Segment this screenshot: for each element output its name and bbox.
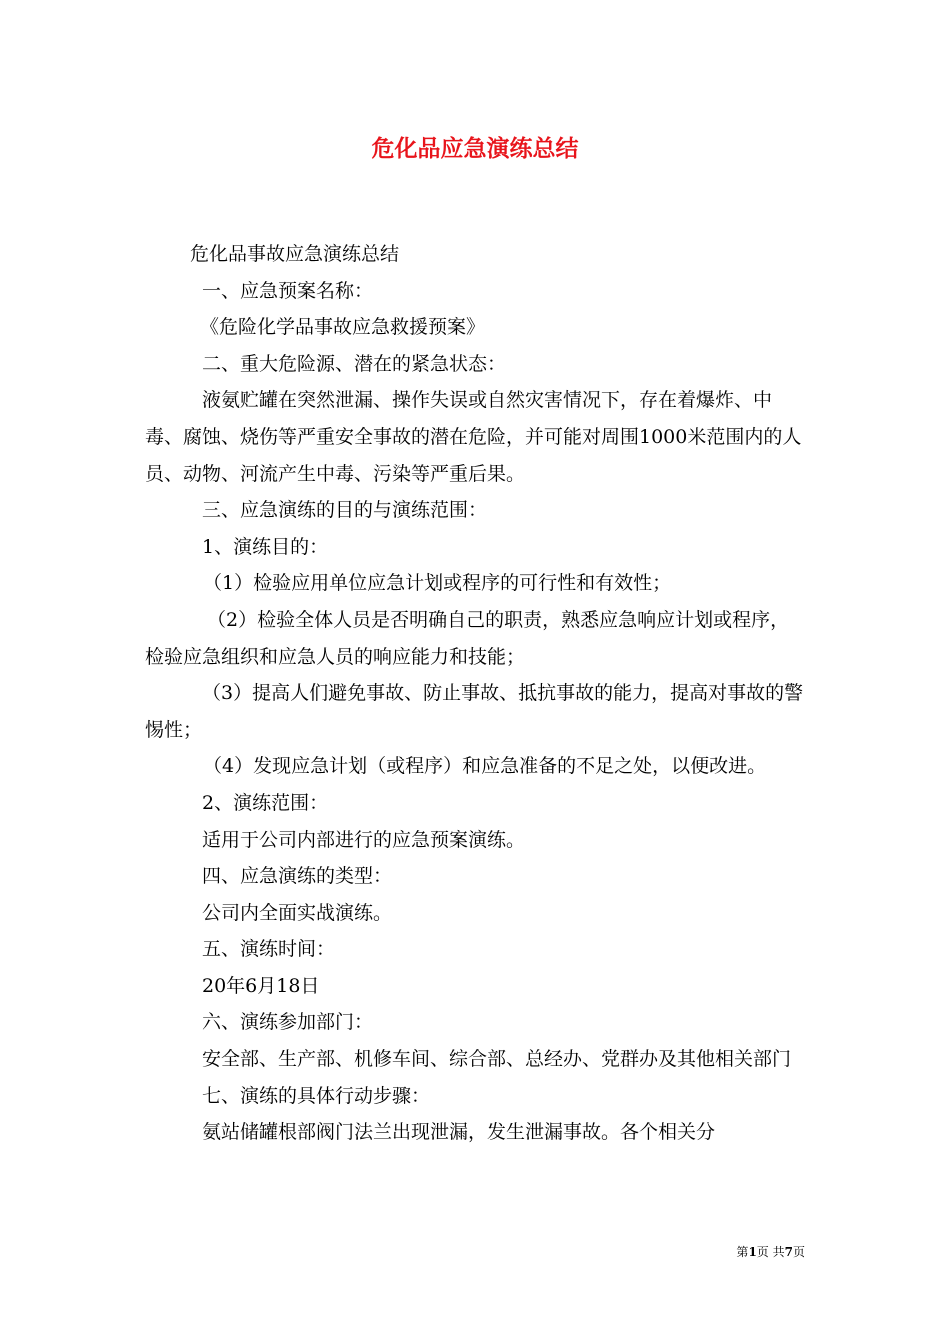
document-body: [145, 236, 807, 1151]
paragraph: 安全部、生产部、机修车间、综合部、总经办、党群办及其他相关部门: [202, 1048, 792, 1071]
paragraph: 五、演练时间：: [202, 938, 336, 961]
paragraph: 公司内全面实战演练。: [202, 901, 393, 924]
paragraph: 二、重大危险源、潜在的紧急状态：: [202, 352, 507, 375]
paragraph: 液氨贮罐在突然泄漏、操作失误或自然灾害情况下，存在着爆炸、中毒、腐蚀、烧伤等严重安全事故的潜在危险，并可能对周围1000米范围内的人员、动物、河流产生中毒、污染等严重后果。: [145, 389, 802, 485]
paragraph: 七、演练的具体行动步骤：: [202, 1084, 431, 1107]
paragraph: （3）提高人们避免事故、防止事故、抵抗事故的能力，提高对事故的警惕性；: [145, 682, 804, 741]
paragraph: 一、应急预案名称：: [202, 279, 374, 302]
paragraph: （2）检验全体人员是否明确自己的职责，熟悉应急响应计划或程序，检验应急组织和应急人员的响应能力和技能；: [145, 608, 790, 668]
footer-total-pages: 7: [784, 1245, 793, 1259]
paragraph: 危化品事故应急演练总结: [190, 243, 400, 265]
footer-middle: 页 共: [756, 1245, 785, 1259]
paragraph: 氨站储罐根部阀门法兰出现泄漏，发生泄漏事故。各个相关分: [202, 1121, 716, 1144]
page-footer: [736, 1243, 805, 1261]
paragraph: 四、应急演练的类型：: [202, 865, 393, 888]
footer-prefix: 第: [736, 1245, 749, 1259]
paragraph: 1、演练目的：: [202, 535, 329, 558]
paragraph: 适用于公司内部进行的应急预案演练。: [202, 828, 526, 851]
paragraph: 20年6月18日: [202, 974, 320, 997]
paragraph: （1）检验应用单位应急计划或程序的可行性和有效性；: [203, 572, 672, 595]
document-title: 危化品应急演练总结: [371, 135, 579, 162]
paragraph: 《危险化学品事故应急救援预案》: [200, 316, 486, 339]
footer-suffix: 页: [792, 1245, 805, 1259]
footer-current-page: 1: [748, 1245, 757, 1259]
paragraph: 三、应急演练的目的与演练范围：: [202, 499, 488, 522]
paragraph: 六、演练参加部门：: [202, 1011, 374, 1034]
paragraph: （4）发现应急计划（或程序）和应急准备的不足之处，以便改进。: [203, 755, 767, 778]
paragraph: 2、演练范围：: [202, 791, 329, 814]
